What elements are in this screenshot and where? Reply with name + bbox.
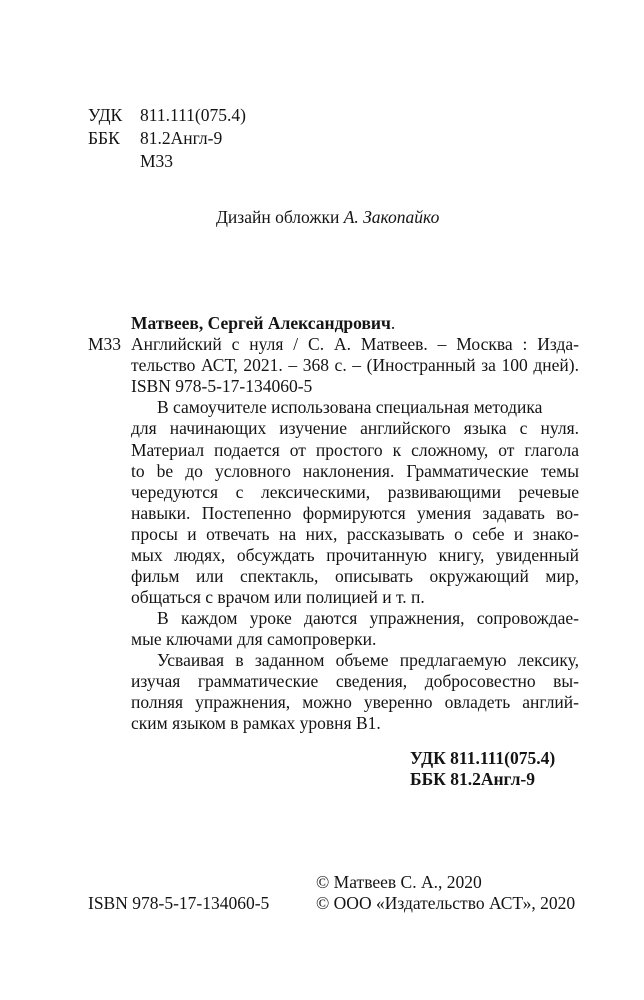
annotation-line: В самоучителе использована специальная методика <box>157 397 543 417</box>
annotation-line: просы и отвечать на них, рассказывать о себе и знако- <box>131 524 579 544</box>
isbn-record: ISBN 978-5-17-134060-5 <box>131 376 313 396</box>
annotation-line: Усваивая в заданном объеме предлагаемую лексику, <box>157 650 579 670</box>
description-line: Английский с нуля / С. А. Матвеев. – Москва : Изда- <box>131 334 579 354</box>
author-suffix: . <box>390 313 396 333</box>
author-mark-top: М33 <box>140 151 174 171</box>
annotation-line: фильм или спектакль, описывать окружающий мир, <box>131 566 579 586</box>
author-name: Матвеев, Сергей Александрович <box>131 313 391 333</box>
annotation-line: чередуются с лексическими, развивающими речевые <box>131 482 579 502</box>
cover-design-credit <box>216 207 439 228</box>
annotation-line: для начинающих изучение английского языка с нуля. <box>131 418 579 438</box>
udk-label: УДК <box>88 105 123 125</box>
index-bbk: ББК 81.2Англ-9 <box>410 769 536 789</box>
author-line <box>131 313 395 334</box>
annotation-line: полняя упражнения, можно уверенно овладеть англий- <box>131 692 579 712</box>
annotation-line: навыки. Постепенно формируются умения задавать во- <box>131 503 579 523</box>
cover-designer-name: А. Закопайко <box>343 207 440 227</box>
annotation-line: изучая грамматические сведения, добросовестно вы- <box>131 671 579 691</box>
author-mark: М33 <box>88 334 122 354</box>
annotation-line: to be до условного наклонения. Грамматические темы <box>131 461 579 481</box>
copyright-author: © Матвеев С. А., 2020 <box>316 872 482 892</box>
annotation-line: общаться с врачом или полицией и т. п. <box>131 587 425 607</box>
index-udk: УДК 811.111(075.4) <box>410 748 556 768</box>
bbk-label: ББК <box>88 128 120 148</box>
udk-value: 811.111(075.4) <box>140 105 246 125</box>
footer-isbn: ISBN 978-5-17-134060-5 <box>88 893 270 913</box>
bbk-value: 81.2Англ-9 <box>140 128 223 148</box>
annotation-line: мых людях, обсуждать прочитанную книгу, увиденный <box>131 545 579 565</box>
cover-design-label: Дизайн обложки <box>216 207 340 227</box>
description-line: тельство АСТ, 2021. – 368 с. – (Иностранный за 100 дней). <box>131 355 579 375</box>
annotation-line: Материал подается от простого к сложному, от глагола <box>131 440 579 460</box>
annotation-line: ским языком в рамках уровня В1. <box>131 713 381 733</box>
annotation-line: В каждом уроке даются упражнения, сопровождае- <box>157 608 579 628</box>
annotation-line: мые ключами для самопроверки. <box>131 629 377 649</box>
copyright-publisher: © ООО «Издательство АСТ», 2020 <box>316 893 576 913</box>
